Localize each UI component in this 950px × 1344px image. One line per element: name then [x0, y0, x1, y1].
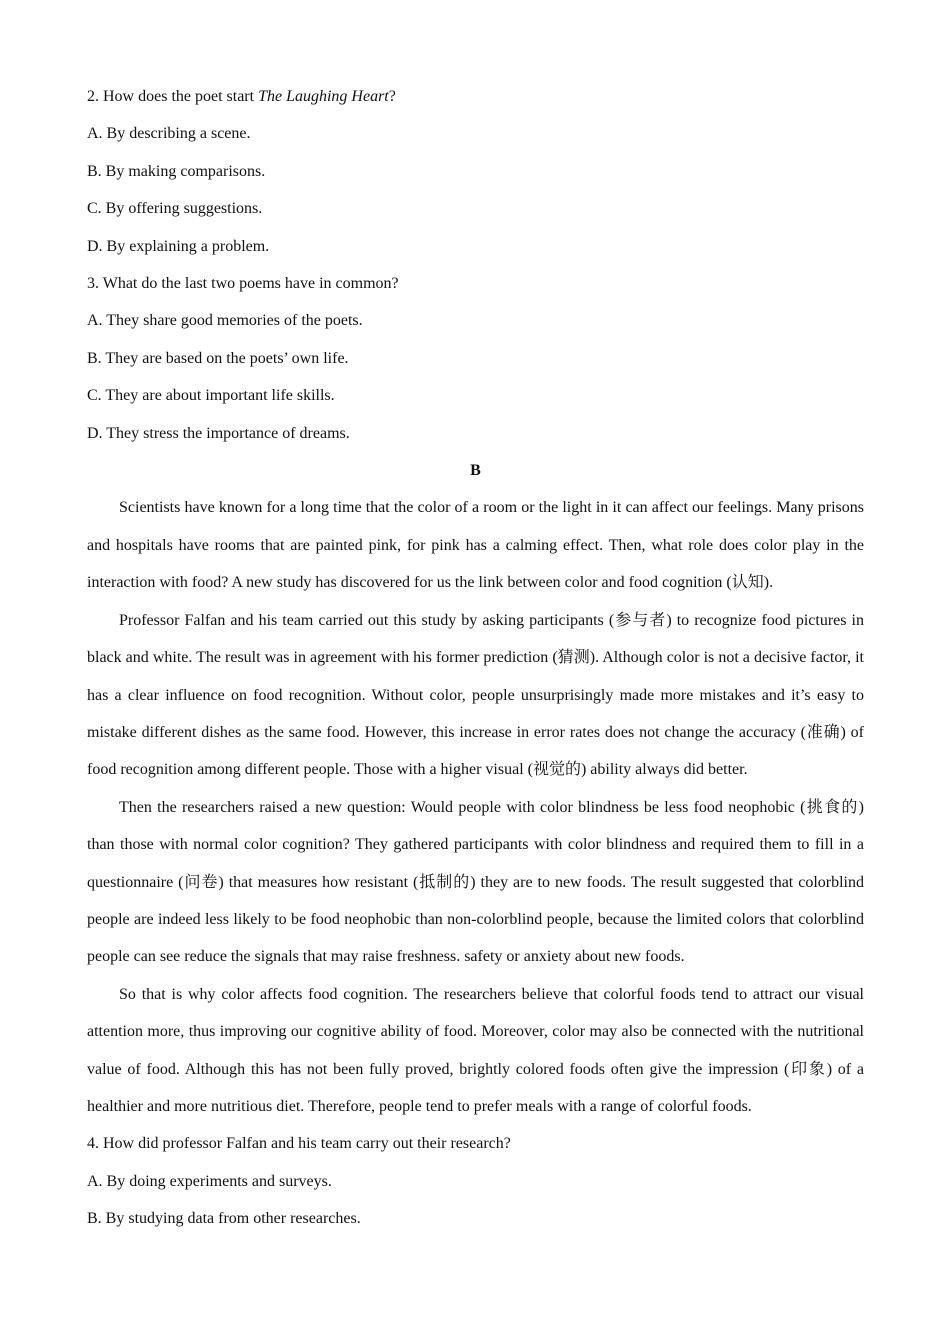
question-2-option-a: A. By describing a scene. — [87, 125, 251, 143]
question-3-option-d: D. They stress the importance of dreams. — [87, 424, 350, 442]
question-4-option-b: B. By studying data from other researches. — [87, 1210, 361, 1228]
poem-title: The Laughing Heart — [258, 88, 389, 105]
question-3-option-b: B. They are based on the poets’ own life. — [87, 349, 349, 367]
passage-paragraph-4: So that is why color affects food cognition. The researchers believe that colorful foods tend to attract our visual attention more, thus improving our cognitive ability of food. Moreover, color may also be connected with the nutritional value of food. Although this has not been fully proved, brightly colored foods often give the impression (印象) of a healthier and more nutritious diet. Therefore, people tend to prefer meals with a range of colorful foods. — [87, 985, 864, 1115]
question-2-stem — [87, 78, 864, 115]
question-3-option-c: C. They are about important life skills. — [87, 387, 335, 405]
question-4-stem: 4. How did professor Falfan and his team carry out their research? — [87, 1135, 511, 1153]
question-4-option-a: A. By doing experiments and surveys. — [87, 1172, 332, 1190]
document-page — [87, 78, 864, 1238]
question-2-option-d: D. By explaining a problem. — [87, 237, 270, 255]
question-2-stem-text: 2. How does the poet start — [87, 88, 259, 105]
question-2-stem-end: ? — [388, 88, 396, 105]
passage-paragraph-3: Then the researchers raised a new question: Would people with color blindness be less food neophobic (挑食的) than those with normal color cognition? They gathered participants with color blindness and required them to fill in a questionnaire (问卷) that measures how resistant (抵制的) they are to new foods. The result suggested that colorblind people are indeed less likely to be food neophobic than non-colorblind people, because the limited colors that colorblind people can see reduce the signals that may raise freshness. safety or anxiety about new foods. — [87, 798, 864, 966]
passage-paragraph-2: Professor Falfan and his team carried out this study by asking participants (参与者) to recognize food pictures in black and white. The result was in agreement with his former prediction (猜测). Although color is not a decisive factor, it has a clear influence on food recognition. Without color, people unsurprisingly made more mistakes and it’s easy to mistake different dishes as the same food. However, this increase in error rates does not change the accuracy (准确) of food recognition among different people. Those with a higher visual (视觉的) ability always did better. — [87, 611, 864, 779]
question-2-option-c: C. By offering suggestions. — [87, 200, 263, 218]
question-2-option-b: B. By making comparisons. — [87, 162, 266, 180]
passage-paragraph-1: Scientists have known for a long time that the color of a room or the light in it can affect our feelings. Many prisons and hospitals have rooms that are painted pink, for pink has a calming effect. Then, what role does color play in the interaction with food? A new study has discovered for us the link between color and food cognition (认知). — [87, 499, 864, 592]
question-3-option-a: A. They share good memories of the poets. — [87, 312, 363, 330]
section-b-title: B — [470, 462, 481, 480]
question-3-stem: 3. What do the last two poems have in common? — [87, 275, 399, 293]
